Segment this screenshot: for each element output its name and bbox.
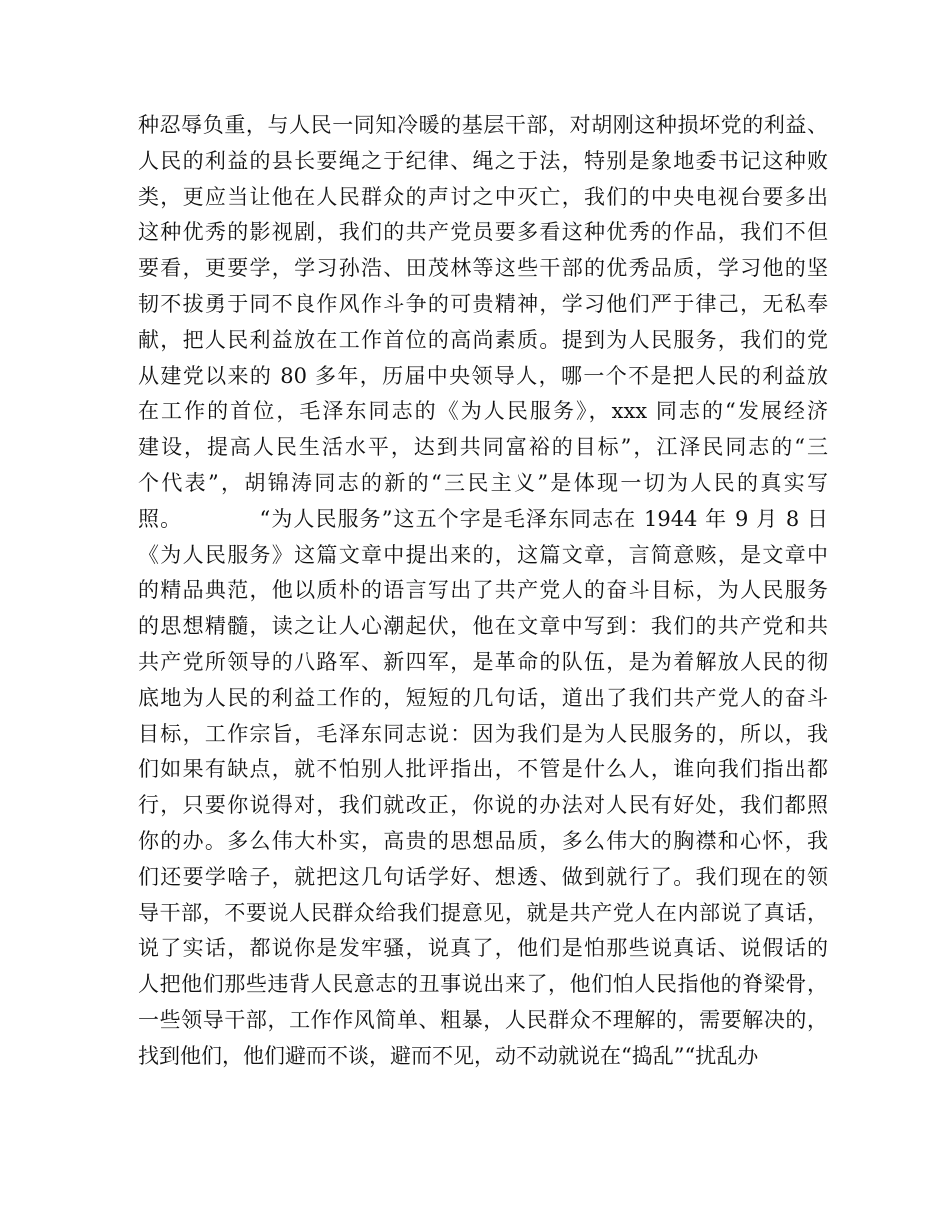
text-line: 你的办。多么伟大朴实，高贵的思想品质，多么伟大的胸襟和心怀，我 [138,828,828,853]
text-line: 建设，提高人民生活水平，达到共同富裕的目标”，江泽民同志的“三 [138,435,828,460]
text-line: 的思想精髓，读之让人心潮起伏，他在文章中写到：我们的共产党和共 [138,614,828,639]
text-line: 们还要学啥子，就把这几句话学好、想透、做到就行了。我们现在的领 [138,864,828,889]
text-line: 找到他们，他们避而不谈，避而不见，动不动就说在“捣乱”“扰乱办 [138,1043,759,1068]
text-line: 献，把人民利益放在工作首位的高尚素质。提到为人民服务，我们的党 [138,327,828,352]
text-line: 从建党以来的 80 多年，历届中央领导人，哪一个不是把人民的利益放 [138,363,828,388]
text-line: 共产党所领导的八路军、新四军，是革命的队伍，是为着解放人民的彻 [138,649,828,674]
text-line: 的精品典范，他以质朴的语言写出了共产党人的奋斗目标，为人民服务 [138,578,828,603]
text-line: 这种优秀的影视剧，我们的共产党员要多看这种优秀的作品，我们不但 [138,220,828,245]
text-line: 一些领导干部，工作作风简单、粗暴，人民群众不理解的，需要解决的， [138,1007,828,1032]
text-line: 要看，更要学，学习孙浩、田茂林等这些干部的优秀品质，学习他的坚 [138,256,828,281]
body-text [138,108,828,1075]
text-line: 《为人民服务》这篇文章中提出来的，这篇文章，言简意赅，是文章中 [138,542,828,567]
text-line: 韧不拔勇于同不良作风作斗争的可贵精神，学习他们严于律己，无私奉 [138,291,828,316]
text-line: 目标，工作宗旨，毛泽东同志说：因为我们是为人民服务的，所以，我 [138,721,828,746]
text-line: 行，只要你说得对，我们就改正，你说的办法对人民有好处，我们都照 [138,793,828,818]
text-line: 们如果有缺点，就不怕别人批评指出，不管是什么人，谁向我们指出都 [138,757,828,782]
text-line: 照。 “为人民服务”这五个字是毛泽东同志在 1944 年 9 月 8 日 [138,506,828,531]
text-line: 在工作的首位，毛泽东同志的《为人民服务》，xxx 同志的“发展经济 [138,399,828,424]
text-line: 导干部，不要说人民群众给我们提意见，就是共产党人在内部说了真话， [138,900,828,925]
text-line: 说了实话，都说你是发牢骚，说真了，他们是怕那些说真话、说假话的 [138,936,828,961]
text-line: 人民的利益的县长要绳之于纪律、绳之于法，特别是象地委书记这种败 [138,148,828,173]
text-line: 底地为人民的利益工作的，短短的几句话，道出了我们共产党人的奋斗 [138,685,828,710]
text-line: 种忍辱负重，与人民一同知冷暖的基层干部，对胡刚这种损坏党的利益、 [138,113,828,137]
text-line: 个代表”，胡锦涛同志的新的“三民主义”是体现一切为人民的真实写 [138,470,828,495]
text-line: 人把他们那些违背人民意志的丑事说出来了，他们怕人民指他的脊梁骨， [138,972,828,997]
text-line: 类，更应当让他在人民群众的声讨之中灭亡，我们的中央电视台要多出 [138,184,828,209]
